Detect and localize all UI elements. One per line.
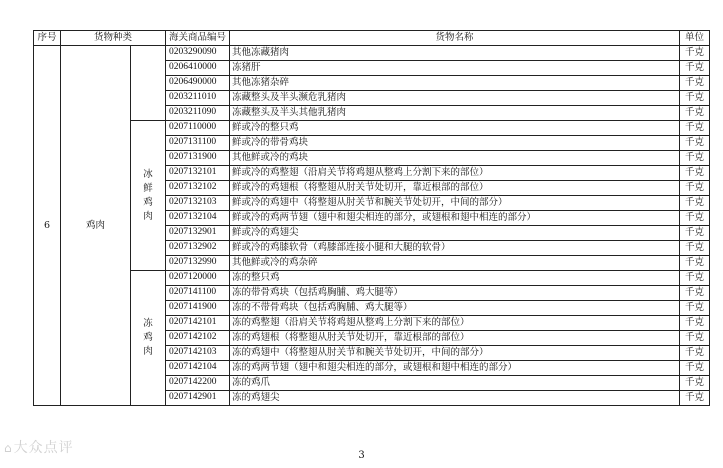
goods-name-cell: 冻的鸡两节翅（翅中和翅尖相连的部分，或翅根和翅中相连的部分） (230, 361, 680, 376)
code-cell: 0207132102 (166, 181, 230, 196)
unit-cell: 千克 (680, 121, 710, 136)
goods-name-cell: 鲜或冷的鸡膝软骨（鸡膝部连接小腿和大腿的软骨） (230, 241, 680, 256)
unit-cell: 千克 (680, 346, 710, 361)
page-number: 3 (358, 450, 365, 461)
goods-name-cell: 冻的鸡整翅（沿肩关节将鸡翅从整鸡上分割下来的部位） (230, 316, 680, 331)
code-cell: 0207120000 (166, 271, 230, 286)
unit-cell: 千克 (680, 211, 710, 226)
code-cell: 0207132103 (166, 196, 230, 211)
goods-name-cell: 鲜或冷的鸡整翅（沿肩关节将鸡翅从整鸡上分割下来的部位） (230, 166, 680, 181)
goods-name-cell: 鲜或冷的带骨鸡块 (230, 136, 680, 151)
unit-cell: 千克 (680, 361, 710, 376)
code-cell: 0207131900 (166, 151, 230, 166)
unit-cell: 千克 (680, 61, 710, 76)
unit-cell: 千克 (680, 271, 710, 286)
goods-name-cell: 鲜或冷的鸡翅中（将整翅从肘关节和腕关节处切开，中间的部分） (230, 196, 680, 211)
code-cell: 0207141900 (166, 301, 230, 316)
goods-name-cell: 鲜或冷的鸡两节翅（翅中和翅尖相连的部分，或翅根和翅中相连的部分） (230, 211, 680, 226)
unit-cell: 千克 (680, 286, 710, 301)
unit-cell: 千克 (680, 376, 710, 391)
goods-name-cell: 其他冻猪杂碎 (230, 76, 680, 91)
code-cell: 0207131100 (166, 136, 230, 151)
goods-name-cell: 其他冻藏猪肉 (230, 46, 680, 61)
unit-cell: 千克 (680, 301, 710, 316)
unit-cell: 千克 (680, 106, 710, 121)
seq-cell: 6 (34, 46, 61, 406)
code-cell: 0207132902 (166, 241, 230, 256)
code-cell: 0207142104 (166, 361, 230, 376)
code-cell: 0203211010 (166, 91, 230, 106)
table-row (34, 271, 710, 286)
category-cell: 鸡肉 (61, 46, 131, 406)
header-name: 货物名称 (230, 31, 680, 46)
subcategory-blank-cell (131, 46, 166, 121)
code-cell: 0203211090 (166, 106, 230, 121)
code-cell: 0207132990 (166, 256, 230, 271)
watermark-text: 大众点评 (13, 440, 74, 456)
code-cell: 0207142200 (166, 376, 230, 391)
goods-name-cell: 冻的鸡翅根（将整翅从肘关节处切开，靠近根部的部位） (230, 331, 680, 346)
subcategory-frozen-cell: 冻 鸡 肉 (131, 271, 166, 406)
unit-cell: 千克 (680, 166, 710, 181)
unit-cell: 千克 (680, 196, 710, 211)
unit-cell: 千克 (680, 76, 710, 91)
unit-cell: 千克 (680, 181, 710, 196)
goods-name-cell: 鲜或冷的鸡翅尖 (230, 226, 680, 241)
header-code: 海关商品编号 (166, 31, 230, 46)
code-cell: 0207142102 (166, 331, 230, 346)
watermark (4, 437, 74, 457)
code-cell: 0207132901 (166, 226, 230, 241)
code-cell: 0207132101 (166, 166, 230, 181)
header-unit: 单位 (680, 31, 710, 46)
goods-name-cell: 冻的带骨鸡块（包括鸡胸脯、鸡大腿等） (230, 286, 680, 301)
header-seq: 序号 (34, 31, 61, 46)
code-cell: 0207142103 (166, 346, 230, 361)
unit-cell: 千克 (680, 136, 710, 151)
goods-name-cell: 冻的整只鸡 (230, 271, 680, 286)
goods-name-cell: 冻的不带骨鸡块（包括鸡胸脯、鸡大腿等） (230, 301, 680, 316)
code-cell: 0206490000 (166, 76, 230, 91)
unit-cell: 千克 (680, 151, 710, 166)
goods-name-cell: 冻的鸡翅尖 (230, 391, 680, 406)
unit-cell: 千克 (680, 391, 710, 406)
goods-name-cell: 鲜或冷的整只鸡 (230, 121, 680, 136)
goods-name-cell: 冻的鸡爪 (230, 376, 680, 391)
unit-cell: 千克 (680, 241, 710, 256)
goods-name-cell: 冻猪肝 (230, 61, 680, 76)
unit-cell: 千克 (680, 226, 710, 241)
goods-name-cell: 其他鲜或冷的鸡杂碎 (230, 256, 680, 271)
table-body (34, 46, 710, 406)
code-cell: 0203290090 (166, 46, 230, 61)
unit-cell: 千克 (680, 256, 710, 271)
code-cell: 0207142101 (166, 316, 230, 331)
watermark-logo-icon: ⌂ (4, 441, 13, 455)
goods-name-cell: 冻藏整头及半头濒危乳猪肉 (230, 91, 680, 106)
subcategory-chilled-cell: 冰 鲜 鸡 肉 (131, 121, 166, 271)
code-cell: 0207110000 (166, 121, 230, 136)
goods-table (33, 30, 710, 406)
goods-name-cell: 冻藏整头及半头其他乳猪肉 (230, 106, 680, 121)
unit-cell: 千克 (680, 316, 710, 331)
unit-cell: 千克 (680, 46, 710, 61)
header-category: 货物种类 (61, 31, 166, 46)
table-row (34, 121, 710, 136)
code-cell: 0207141100 (166, 286, 230, 301)
code-cell: 0206410000 (166, 61, 230, 76)
goods-name-cell: 鲜或冷的鸡翅根（将整翅从肘关节处切开，靠近根部的部位） (230, 181, 680, 196)
code-cell: 0207132104 (166, 211, 230, 226)
header-row (34, 31, 710, 46)
goods-name-cell: 冻的鸡翅中（将整翅从肘关节和腕关节处切开，中间的部分） (230, 346, 680, 361)
code-cell: 0207142901 (166, 391, 230, 406)
unit-cell: 千克 (680, 331, 710, 346)
unit-cell: 千克 (680, 91, 710, 106)
table-row (34, 46, 710, 61)
goods-name-cell: 其他鲜或冷的鸡块 (230, 151, 680, 166)
